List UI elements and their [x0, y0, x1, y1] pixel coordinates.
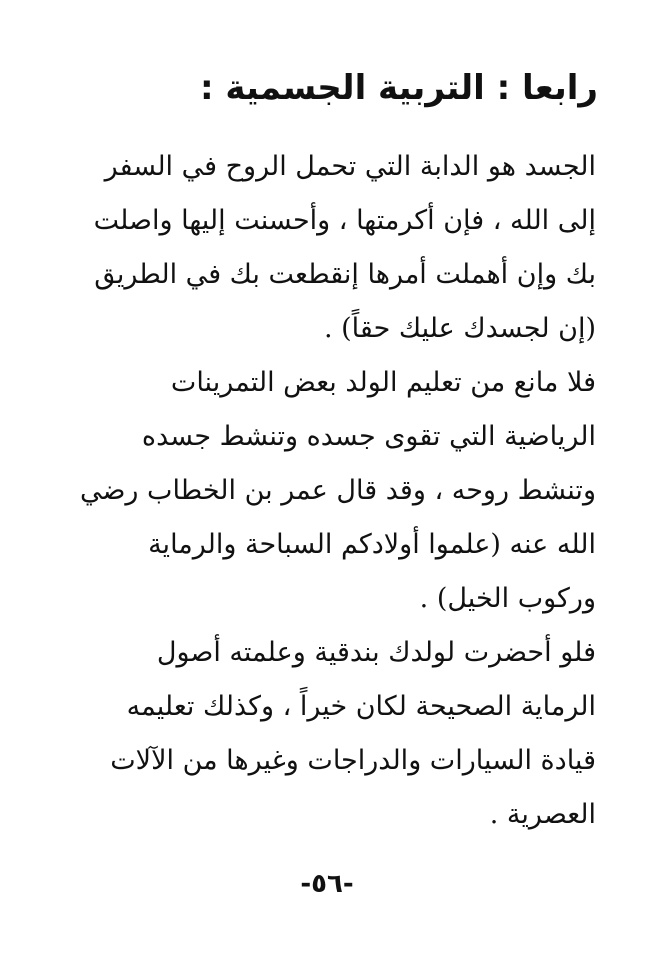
body-text	[79, 140, 596, 842]
paragraph-1	[94, 140, 596, 356]
text-line: فلو أحضرت لولدك بندقية وعلمته أصول	[156, 637, 596, 668]
text-line: بك وإن أهملت أمرها إنقطعت بك في الطريق	[94, 259, 596, 290]
text-line: وركوب الخيل) .	[419, 583, 596, 614]
text-line: الجسد هو الدابة التي تحمل الروح في السفر	[104, 151, 596, 182]
text-line: العصرية .	[489, 799, 596, 830]
text-line: (إن لجسدك عليك حقاً) .	[323, 313, 596, 344]
section-heading: رابعا : التربية الجسمية :	[199, 68, 598, 108]
text-line: فلا مانع من تعليم الولد بعض التمرينات	[170, 367, 596, 398]
paragraph-3	[94, 626, 596, 842]
text-line: الله عنه (علموا أولادكم السباحة والرماية	[148, 529, 596, 560]
text-line: قيادة السيارات والدراجات وغيرها من الآلات	[110, 745, 596, 776]
paragraph-2	[79, 356, 596, 626]
text-line: الرماية الصحيحة لكان خيراً ، وكذلك تعليمه	[126, 691, 596, 722]
text-line: الرياضية التي تقوى جسده وتنشط جسده	[141, 421, 596, 452]
page-number: -٥٦-	[300, 869, 354, 899]
text-line: إلى الله ، فإن أكرمتها ، وأحسنت إليها واصلت	[93, 205, 596, 236]
text-line: وتنشط روحه ، وقد قال عمر بن الخطاب رضي	[79, 475, 596, 506]
